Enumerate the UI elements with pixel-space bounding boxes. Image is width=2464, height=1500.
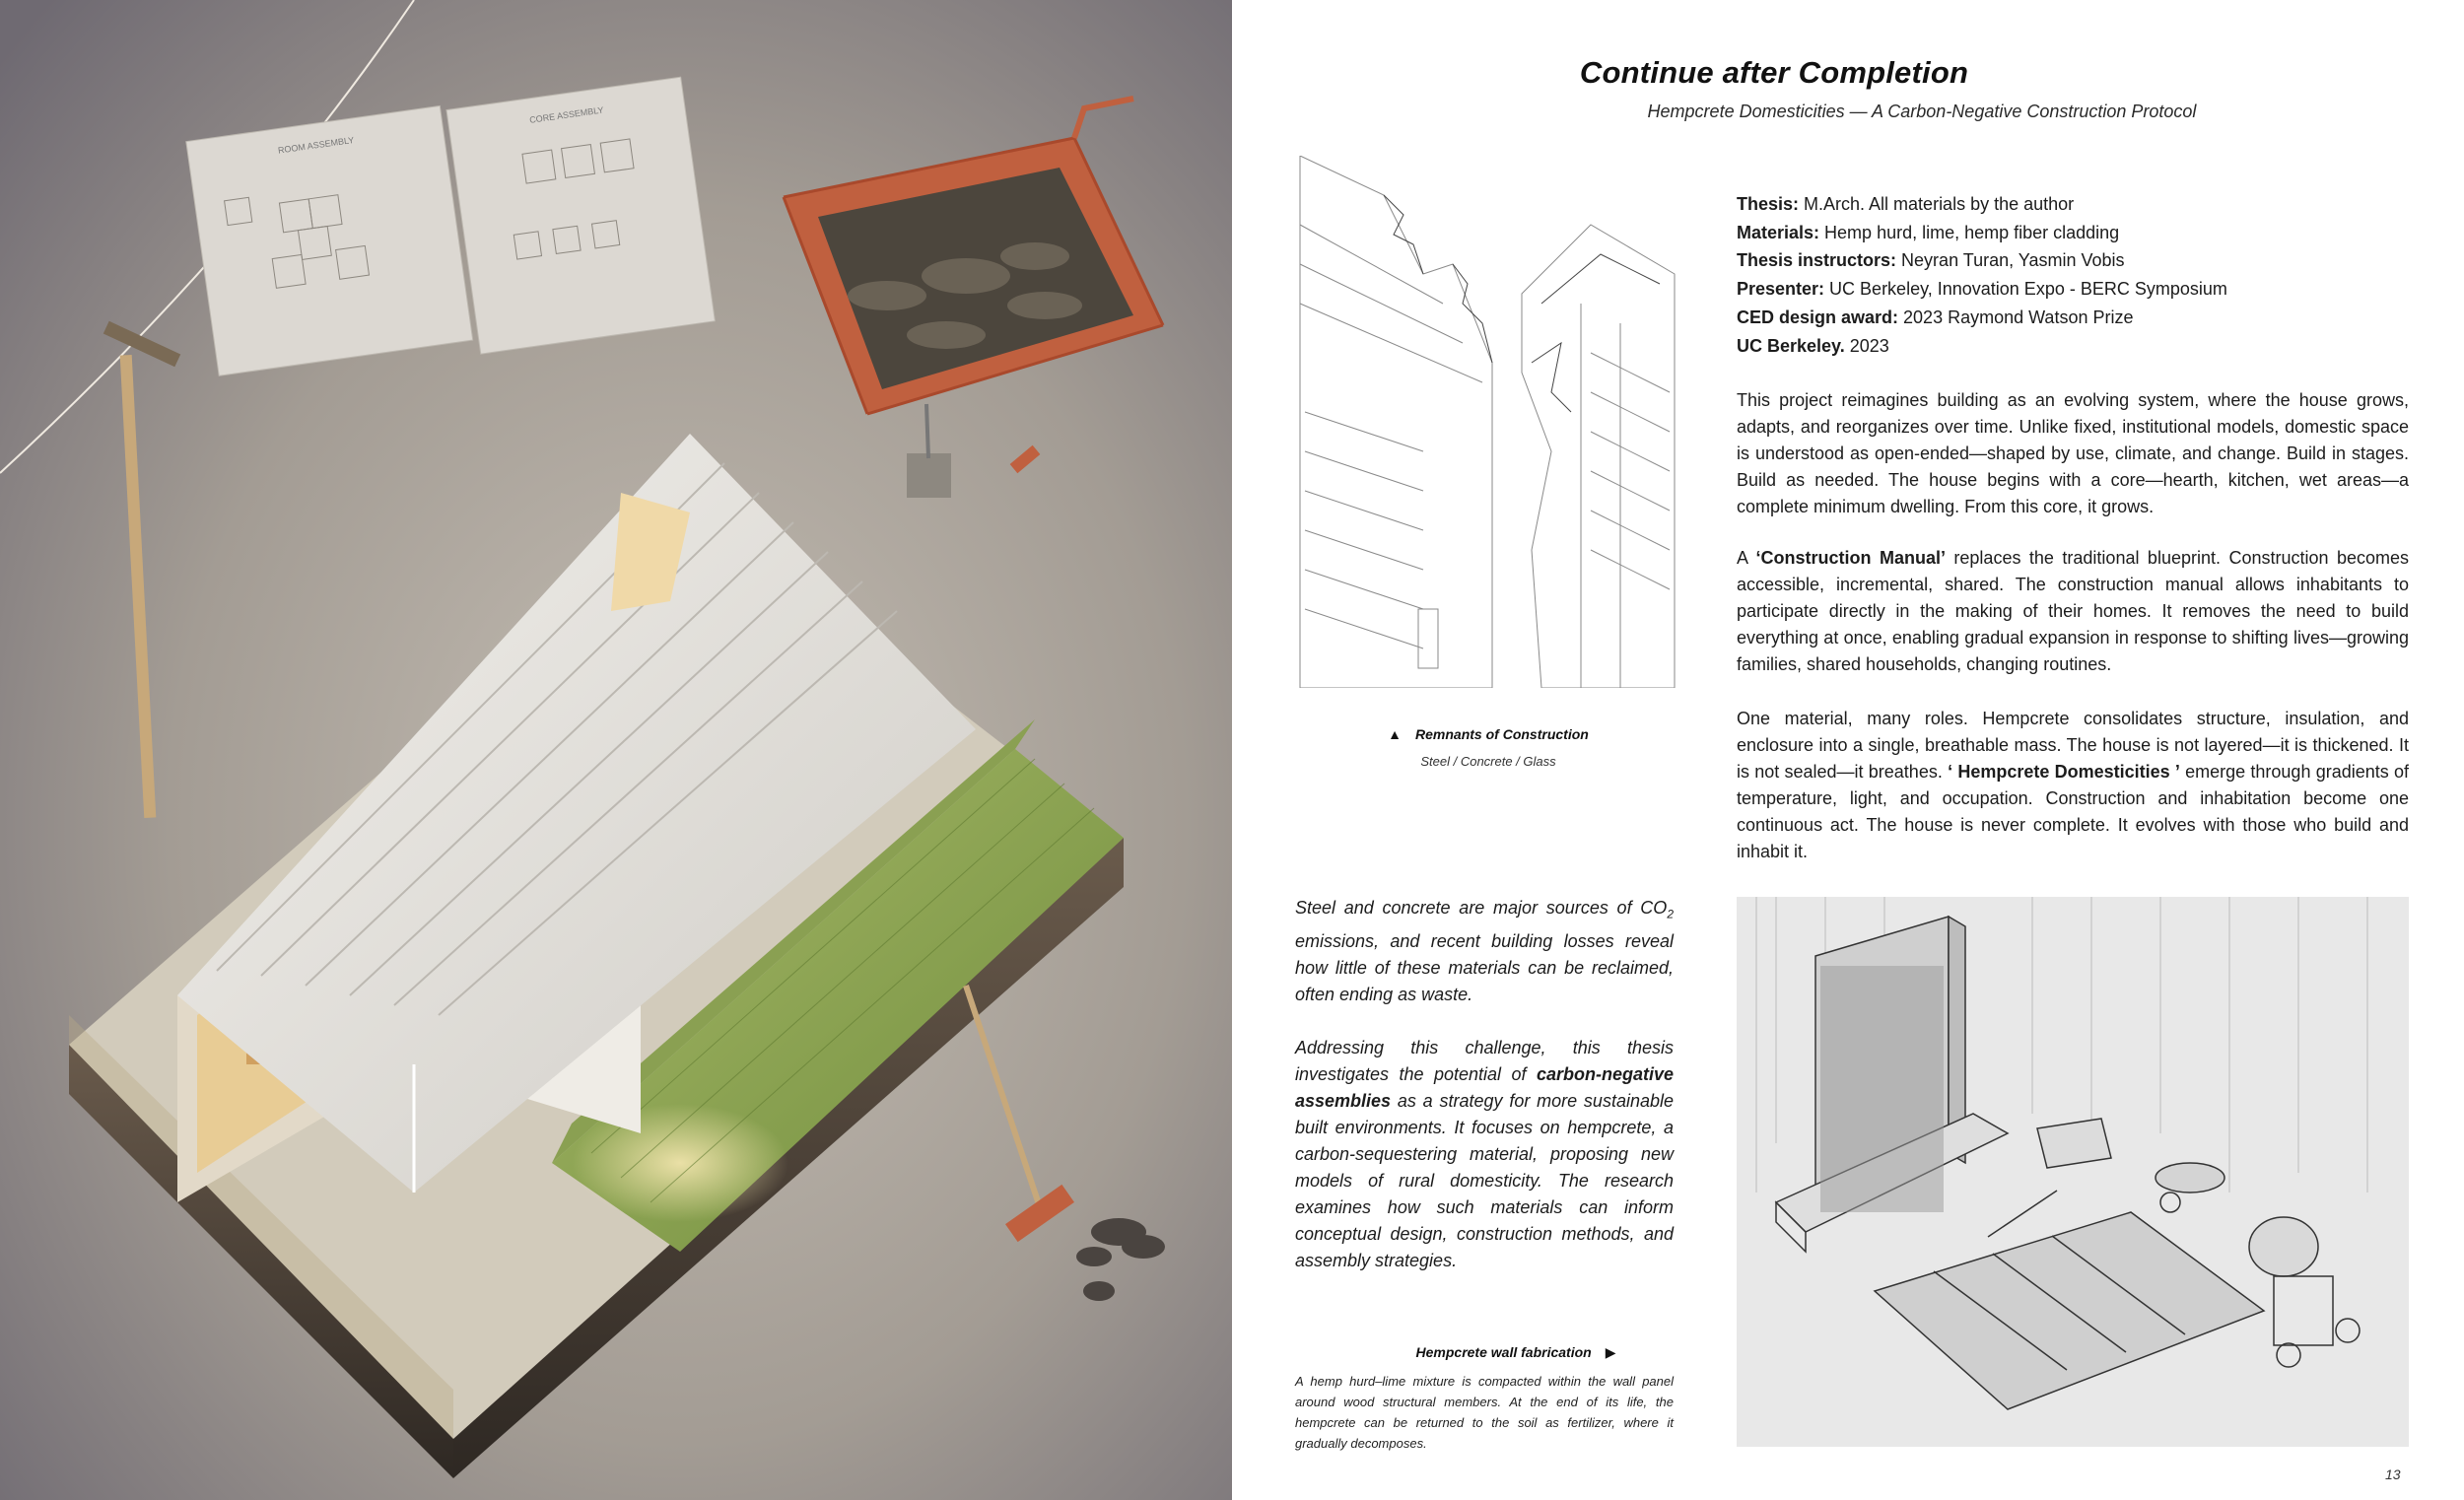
- page-number: 13: [2385, 1466, 2401, 1482]
- plan-sheet-room-assembly: [186, 105, 473, 375]
- credit-row: Thesis instructors: Neyran Turan, Yasmin Vobis: [1737, 250, 2125, 271]
- page-title: Continue after Completion: [1579, 55, 1969, 90]
- caption-remnants-title: Remnants of Construction: [1415, 726, 1589, 742]
- plan-sheet-core-assembly: [446, 77, 715, 354]
- caption-fabrication: [1398, 1344, 1634, 1361]
- intro-paragraph-2: Addressing this challenge, this thesis investigates the potential of carbon-negative assemblies as a strategy for more sustainable built environments. It focuses on hempcrete, a carbon-sequestering material, proposing new models of rural domesticity. The research examines how such materials can inform conceptual design, construction methods, and assembly strategies.: [1295, 1037, 1674, 1270]
- remnants-drawing: [1295, 156, 1676, 688]
- credit-row: Materials: Hemp hurd, lime, hemp fiber cladding: [1737, 222, 2120, 242]
- caption-fabrication-body: A hemp hurd–lime mixture is compacted within the wall panel around wood structural members. At the end of its life, the hempcrete can be returned to the soil as fertilizer, where it gradually decomposes.: [1295, 1374, 1674, 1451]
- triangle-up-icon: ▲: [1388, 726, 1403, 742]
- caption-remnants: [1360, 726, 1616, 769]
- intro-column: [1295, 895, 1674, 1301]
- svg-text:ROOM ASSEMBLY: ROOM ASSEMBLY: [277, 134, 355, 156]
- credits-list: [1737, 190, 2427, 360]
- credit-row: Presenter: UC Berkeley, Innovation Expo - BERC Symposium: [1737, 279, 2227, 300]
- credit-row: UC Berkeley. 2023: [1737, 335, 1889, 356]
- body-paragraph-3: One material, many roles. Hempcrete consolidates structure, insulation, and enclosure into a single, breathable mass. The house is not layered—it is thickened. It is not sealed—it breathes. ‘ Hempcrete Domesticities ’ emerge through gradients of temperature, light, and occupation. Construction and inhabitation become one continuous act. The house is never complete. It evolves with those who build and inhabit it.: [1737, 709, 2409, 861]
- svg-text:CORE ASSEMBLY: CORE ASSEMBLY: [528, 104, 605, 125]
- caption-remnants-subtitle: Steel / Concrete / Glass: [1420, 754, 1556, 769]
- caption-fabrication-title: Hempcrete wall fabrication: [1415, 1344, 1592, 1360]
- credit-row: Thesis: M.Arch. All materials by the author: [1737, 194, 2075, 214]
- body-paragraph-2: A ‘Construction Manual’ replaces the traditional blueprint. Construction becomes accessible, incremental, shared. The construction manual allows inhabitants to participate directly in the making of their homes. It removes the need to build everything at once, enabling gradual expansion in response to shifting lives—growing families, shared households, changing routines.: [1737, 548, 2409, 674]
- triangle-right-icon: ▶: [1605, 1344, 1616, 1360]
- intro-paragraph-1: Steel and concrete are major sources of $CO_2$ emissions, and recent building losses reveal how little of these materials can be reclaimed, often ending as waste.: [1295, 898, 1674, 1004]
- credit-row: CED design award: 2023 Raymond Watson Prize: [1737, 307, 2134, 327]
- shovel: [907, 453, 951, 498]
- hempcrete-fabrication-drawing: [1737, 897, 2409, 1447]
- body-paragraph-1: This project reimagines building as an evolving system, where the house grows, adapts, and reorganizes over time. Unlike fixed, institutional models, domestic space is understood as open-ended—shaped by use, climate, and change. Build in stages. Build as needed. The house begins with a core—hearth, kitchen, wet areas—a complete minimum dwelling. From this core, it grows.: [1737, 390, 2409, 516]
- page-subtitle: Hempcrete Domesticities — A Carbon-Negative Construction Protocol: [1647, 102, 2197, 121]
